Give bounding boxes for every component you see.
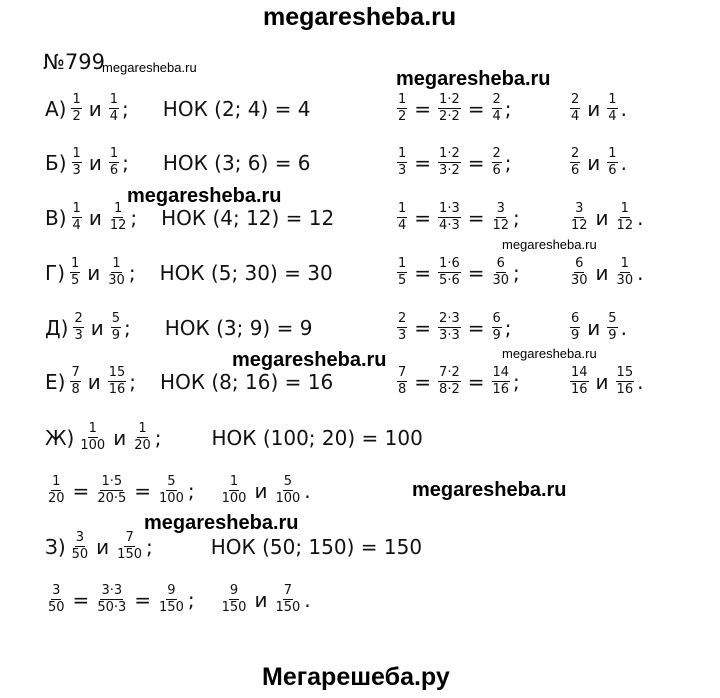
fraction-numerator: 1 (72, 146, 81, 161)
fraction-numerator: 2 (571, 92, 580, 107)
fraction (47, 584, 66, 615)
fraction-numerator: 1 (88, 421, 97, 436)
row-label: Е) (45, 369, 66, 394)
punctuation: ; (130, 205, 138, 230)
fraction-numerator: 2 (571, 146, 580, 161)
fraction-numerator: 1 (113, 201, 123, 216)
fraction (47, 475, 66, 506)
problem-row-a (45, 93, 310, 124)
fraction (108, 366, 127, 397)
fraction (73, 312, 83, 343)
operator: = (414, 315, 432, 340)
conversion-row-e (395, 366, 520, 397)
fraction-denominator: 9 (571, 328, 580, 343)
fraction-numerator: 5 (283, 474, 292, 489)
punctuation: . (304, 478, 311, 503)
fraction (438, 147, 461, 178)
result-row-g (568, 257, 643, 288)
fraction (397, 93, 407, 124)
fraction (438, 257, 461, 288)
fraction-denominator: 100 (221, 491, 247, 506)
fraction-denominator: 30 (571, 273, 588, 288)
row-label: А) (45, 96, 67, 121)
fraction-numerator: 1 (398, 146, 407, 161)
fraction-numerator: 1 (138, 421, 147, 436)
fraction-numerator: 3 (496, 201, 505, 216)
operator: и (587, 150, 601, 175)
fraction-numerator: 1 (620, 201, 629, 216)
fraction-numerator: 7 (125, 530, 134, 545)
operator: = (72, 587, 90, 612)
fraction-numerator: 1·3 (439, 201, 460, 216)
fraction-numerator: 1·5 (101, 474, 123, 489)
watermark: megaresheba.ru (232, 349, 387, 371)
row-label: Д) (45, 315, 69, 340)
fraction (570, 257, 589, 288)
footer-title: Мегарешеба.ру (262, 663, 450, 691)
fraction (438, 366, 461, 397)
fraction-numerator: 6 (571, 311, 580, 326)
operator: = (467, 205, 485, 230)
fraction-denominator: 20 (48, 491, 65, 506)
fraction-denominator: 4 (492, 109, 501, 124)
punctuation: . (620, 315, 627, 340)
operator: = (134, 478, 152, 503)
fraction (70, 257, 80, 288)
fraction (397, 147, 407, 178)
problem-row-zh (45, 422, 423, 453)
operator: = (414, 260, 432, 285)
fraction-denominator: 6 (492, 163, 501, 178)
fraction-numerator: 2·3 (439, 311, 460, 326)
fraction (133, 422, 152, 453)
punctuation: ; (187, 587, 195, 612)
fraction (607, 147, 617, 178)
conjunction: и (88, 96, 102, 121)
operator: и (87, 369, 101, 394)
operator: и (87, 260, 101, 285)
fraction-numerator: 2 (492, 92, 501, 107)
conversion-row-d (395, 312, 512, 343)
fraction-numerator: 5 (608, 311, 617, 326)
fraction (111, 312, 121, 343)
punctuation: . (304, 587, 311, 612)
fraction (438, 202, 461, 233)
header-watermark: megaresheba.ru (263, 3, 457, 31)
fraction (492, 366, 511, 397)
fraction (221, 584, 248, 615)
fraction-numerator: 1 (620, 256, 629, 271)
fraction (607, 93, 617, 124)
fraction (274, 584, 301, 615)
fraction-denominator: 3 (72, 163, 81, 178)
row-label: З) (45, 534, 66, 559)
fraction-denominator: 9 (111, 328, 120, 343)
fraction (71, 531, 90, 562)
fraction-denominator: 9 (608, 328, 617, 343)
fraction-denominator: 150 (221, 600, 247, 615)
punctuation: . (637, 205, 644, 230)
fraction-numerator: 7 (283, 583, 292, 598)
fraction (72, 147, 82, 178)
fraction-denominator: 16 (571, 382, 588, 397)
fraction (79, 422, 106, 453)
punctuation: ; (513, 205, 520, 230)
fraction-denominator: 3 (74, 328, 83, 343)
operator: и (96, 534, 110, 559)
fraction-denominator: 12 (492, 218, 510, 233)
fraction-numerator: 14 (571, 365, 588, 380)
fraction-denominator: 30 (108, 273, 125, 288)
fraction-numerator: 5 (167, 474, 176, 489)
fraction-denominator: 100 (159, 491, 184, 506)
problem-row-v (45, 202, 334, 233)
fraction (616, 366, 635, 397)
operator: = (414, 96, 432, 121)
fraction-denominator: 2 (72, 109, 81, 124)
lcm-expression: НОК (8; 16) = 16 (160, 369, 334, 394)
fraction (109, 147, 119, 178)
fraction-denominator: 50·3 (97, 600, 127, 615)
fraction (397, 257, 407, 288)
lcm-expression: НОК (3; 9) = 9 (164, 315, 313, 340)
fraction-denominator: 20·5 (97, 491, 127, 506)
fraction-denominator: 16 (492, 382, 510, 397)
lcm-expression: НОК (3; 6) = 6 (162, 150, 311, 175)
fraction (570, 312, 580, 343)
fraction-denominator: 150 (159, 600, 184, 615)
fraction (116, 531, 143, 562)
fraction-denominator: 4 (398, 218, 407, 233)
fraction-denominator: 12 (616, 218, 634, 233)
punctuation: . (620, 150, 627, 175)
fraction (109, 202, 128, 233)
fraction-numerator: 14 (492, 365, 510, 380)
punctuation: ; (124, 315, 131, 340)
punctuation: . (637, 260, 644, 285)
fraction-denominator: 8 (71, 382, 80, 397)
fraction-denominator: 16 (616, 382, 634, 397)
lcm-expression: НОК (50; 150) = 150 (210, 534, 423, 559)
operator: и (254, 478, 268, 503)
fraction (492, 202, 511, 233)
fraction (71, 93, 81, 124)
fraction-denominator: 3 (398, 163, 407, 178)
fraction-numerator: 3 (575, 201, 584, 216)
fraction-denominator: 5 (71, 273, 80, 288)
fraction-denominator: 12 (571, 218, 588, 233)
problem-row-g (45, 257, 333, 288)
fraction-numerator: 7·2 (439, 365, 460, 380)
fraction-numerator: 1 (229, 474, 239, 489)
fraction-denominator: 5·6 (439, 273, 460, 288)
fraction-numerator: 6 (496, 256, 505, 271)
fraction (397, 202, 407, 233)
watermark-small: megaresheba.ru (102, 60, 197, 75)
operator: и (88, 205, 102, 230)
operator: = (414, 369, 432, 394)
fraction (570, 93, 580, 124)
fraction (72, 202, 82, 233)
lcm-expression: НОК (100; 20) = 100 (211, 425, 423, 450)
fraction (274, 475, 301, 506)
fraction-numerator: 1 (72, 201, 81, 216)
fraction-denominator: 100 (80, 438, 106, 453)
fraction (616, 202, 635, 233)
fraction-denominator: 100 (275, 491, 301, 506)
operator: и (113, 425, 127, 450)
problem-row-z (45, 531, 422, 562)
conversion-row-v (395, 202, 520, 233)
fraction-numerator: 3 (52, 583, 61, 598)
fraction-denominator: 5 (398, 273, 407, 288)
fraction (96, 584, 127, 615)
punctuation: ; (122, 150, 129, 175)
fraction (158, 584, 185, 615)
fraction (438, 312, 461, 343)
fraction (397, 312, 407, 343)
punctuation: ; (128, 260, 136, 285)
row-label: Ж) (45, 425, 75, 450)
fraction-numerator: 9 (229, 583, 239, 598)
fraction-denominator: 16 (108, 382, 126, 397)
fraction-denominator: 12 (109, 218, 127, 233)
watermark-small: megaresheba.ru (502, 346, 597, 361)
punctuation: . (620, 96, 627, 121)
punctuation: ; (129, 369, 137, 394)
punctuation: . (637, 369, 644, 394)
fraction-numerator: 6 (575, 256, 584, 271)
fraction (570, 147, 580, 178)
fraction-denominator: 3 (398, 328, 407, 343)
problem-number: №799 (43, 50, 105, 74)
fraction-numerator: 1·6 (439, 256, 460, 271)
fraction-numerator: 3 (75, 530, 85, 545)
result-row-a (568, 93, 627, 124)
result-row-d (568, 312, 627, 343)
result-row-b (568, 147, 627, 178)
conversion-row-z (45, 584, 311, 615)
watermark-small: megaresheba.ru (502, 237, 597, 252)
fraction (96, 475, 127, 506)
fraction-numerator: 2 (74, 311, 83, 326)
operator: = (467, 315, 485, 340)
fraction-denominator: 3·3 (439, 328, 460, 343)
fraction-denominator: 6 (571, 163, 580, 178)
punctuation: ; (187, 478, 195, 503)
conversion-row-g (395, 257, 520, 288)
fraction (607, 312, 617, 343)
fraction-denominator: 3·2 (439, 163, 460, 178)
fraction-numerator: 1 (398, 92, 407, 107)
fraction-numerator: 1 (72, 92, 81, 107)
fraction-denominator: 150 (275, 600, 301, 615)
operator: = (467, 260, 485, 285)
fraction-numerator: 1 (398, 256, 407, 271)
fraction-denominator: 4 (608, 109, 617, 124)
problem-row-d (45, 312, 312, 343)
result-row-e (568, 366, 643, 397)
fraction-denominator: 4 (109, 109, 119, 124)
fraction-denominator: 2 (398, 109, 407, 124)
fraction (616, 257, 635, 288)
row-label: Г) (45, 260, 65, 285)
fraction-denominator: 50 (71, 547, 89, 562)
watermark: megaresheba.ru (412, 479, 567, 501)
fraction-numerator: 15 (108, 365, 126, 380)
fraction (492, 257, 511, 288)
lcm-expression: НОК (5; 30) = 30 (159, 260, 333, 285)
fraction-denominator: 30 (616, 273, 634, 288)
fraction (438, 93, 461, 124)
fraction-numerator: 15 (616, 365, 634, 380)
fraction-numerator: 7 (398, 365, 407, 380)
fraction (570, 202, 589, 233)
operator: = (467, 96, 485, 121)
fraction-denominator: 9 (492, 328, 501, 343)
fraction (221, 475, 248, 506)
fraction-denominator: 4·3 (439, 218, 460, 233)
operator: и (595, 260, 609, 285)
watermark: megaresheba.ru (144, 512, 299, 534)
fraction (107, 257, 126, 288)
fraction-numerator: 6 (492, 311, 501, 326)
punctuation: ; (154, 425, 162, 450)
fraction-numerator: 1·2 (439, 146, 460, 161)
punctuation: ; (513, 260, 520, 285)
row-label: Б) (45, 150, 67, 175)
operator: и (595, 369, 609, 394)
fraction-denominator: 50 (48, 600, 65, 615)
operator: и (88, 150, 102, 175)
fraction-denominator: 4 (72, 218, 81, 233)
punctuation: ; (146, 534, 153, 559)
operator: и (587, 96, 601, 121)
fraction (109, 93, 119, 124)
fraction-denominator: 2·2 (439, 109, 460, 124)
conversion-row-zh (45, 475, 311, 506)
fraction-denominator: 8 (398, 382, 407, 397)
fraction-numerator: 1 (109, 92, 119, 107)
operator: = (134, 587, 152, 612)
fraction-numerator: 5 (111, 311, 120, 326)
operator: и (587, 315, 601, 340)
fraction-numerator: 3·3 (101, 583, 123, 598)
punctuation: ; (504, 150, 512, 175)
operator: = (414, 150, 432, 175)
operator: = (72, 478, 90, 503)
fraction-denominator: 150 (117, 547, 142, 562)
fraction-denominator: 6 (608, 163, 617, 178)
fraction (570, 366, 589, 397)
lcm-expression: НОК (4; 12) = 12 (161, 205, 335, 230)
fraction-denominator: 4 (571, 109, 580, 124)
fraction-numerator: 2 (398, 311, 407, 326)
operator: = (467, 369, 485, 394)
operator: и (90, 315, 104, 340)
fraction-numerator: 9 (167, 583, 176, 598)
fraction-numerator: 1 (608, 92, 617, 107)
fraction-numerator: 1·2 (439, 92, 460, 107)
conversion-row-a (395, 93, 512, 124)
operator: = (414, 205, 432, 230)
fraction (492, 147, 502, 178)
watermark: megaresheba.ru (396, 68, 551, 90)
row-label: В) (45, 205, 67, 230)
fraction-numerator: 1 (71, 256, 80, 271)
punctuation: ; (122, 96, 129, 121)
conversion-row-b (395, 147, 512, 178)
punctuation: ; (504, 96, 512, 121)
fraction-denominator: 20 (134, 438, 151, 453)
fraction (492, 93, 502, 124)
punctuation: ; (504, 315, 512, 340)
fraction-numerator: 1 (608, 146, 617, 161)
fraction (70, 366, 80, 397)
fraction-numerator: 1 (52, 474, 61, 489)
fraction-numerator: 1 (112, 256, 121, 271)
lcm-expression: НОК (2; 4) = 4 (162, 96, 311, 121)
result-row-v (568, 202, 643, 233)
fraction-numerator: 2 (492, 146, 501, 161)
fraction-denominator: 6 (109, 163, 119, 178)
fraction-numerator: 1 (398, 201, 407, 216)
fraction-numerator: 7 (71, 365, 80, 380)
watermark: megaresheba.ru (127, 185, 282, 207)
problem-row-e (45, 366, 333, 397)
operator: = (467, 150, 485, 175)
operator: и (595, 205, 609, 230)
operator: и (254, 587, 268, 612)
fraction-denominator: 30 (492, 273, 510, 288)
fraction (492, 312, 502, 343)
fraction (397, 366, 407, 397)
fraction-denominator: 8·2 (439, 382, 460, 397)
problem-row-b (45, 147, 311, 178)
fraction-numerator: 1 (109, 146, 119, 161)
fraction (158, 475, 185, 506)
punctuation: ; (513, 369, 520, 394)
